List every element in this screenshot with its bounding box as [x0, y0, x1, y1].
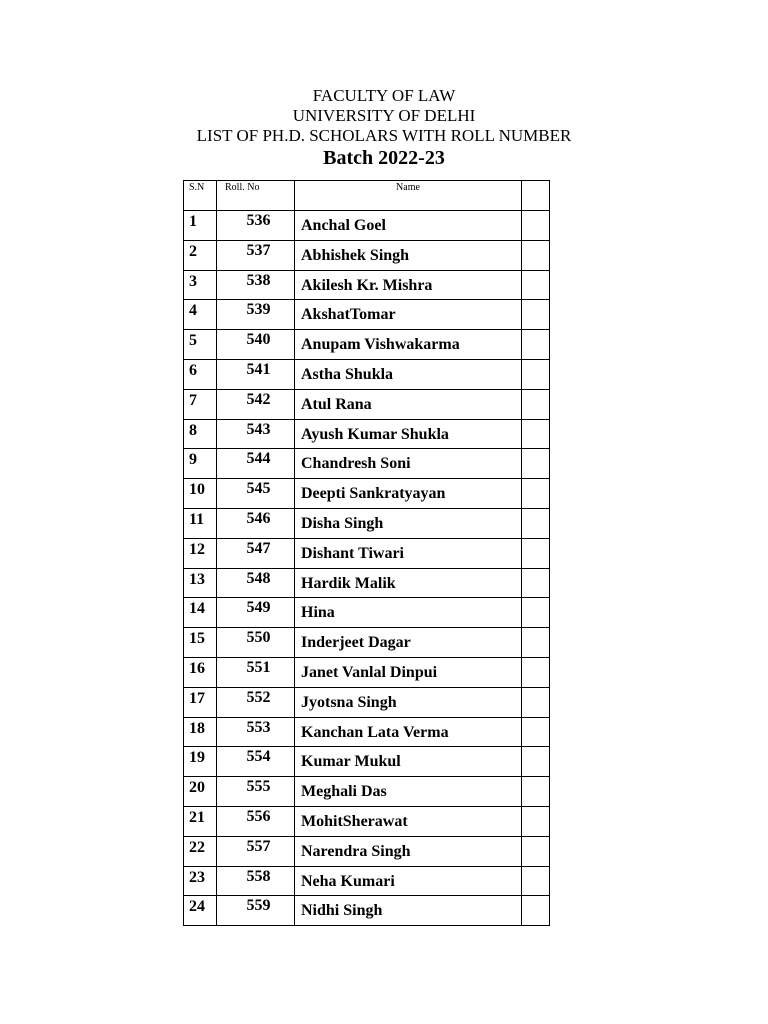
cell-blank — [522, 359, 550, 389]
cell-sn: 24 — [184, 896, 217, 926]
table-row — [184, 598, 550, 628]
cell-roll-number: 539 — [217, 300, 295, 330]
cell-roll-number: 559 — [217, 896, 295, 926]
cell-sn: 11 — [184, 508, 217, 538]
cell-blank — [522, 866, 550, 896]
cell-scholar-name: Kanchan Lata Verma — [295, 717, 522, 747]
cell-roll-number: 553 — [217, 717, 295, 747]
cell-sn: 22 — [184, 836, 217, 866]
cell-sn: 1 — [184, 211, 217, 241]
list-title: LIST OF PH.D. SCHOLARS WITH ROLL NUMBER — [196, 126, 572, 145]
cell-scholar-name: Narendra Singh — [295, 836, 522, 866]
cell-roll-number: 558 — [217, 866, 295, 896]
cell-scholar-name: Atul Rana — [295, 389, 522, 419]
cell-roll-number: 545 — [217, 479, 295, 509]
table-row — [184, 836, 550, 866]
cell-scholar-name: Ayush Kumar Shukla — [295, 419, 522, 449]
cell-roll-number: 549 — [217, 598, 295, 628]
cell-sn: 3 — [184, 270, 217, 300]
cell-roll-number: 557 — [217, 836, 295, 866]
cell-roll-number: 536 — [217, 211, 295, 241]
table-row — [184, 240, 550, 270]
cell-scholar-name: AkshatTomar — [295, 300, 522, 330]
cell-sn: 5 — [184, 330, 217, 360]
cell-blank — [522, 568, 550, 598]
column-header-name: Name — [295, 181, 522, 211]
cell-scholar-name: Astha Shukla — [295, 359, 522, 389]
cell-roll-number: 542 — [217, 389, 295, 419]
university-title: UNIVERSITY OF DELHI — [292, 106, 476, 125]
cell-blank — [522, 330, 550, 360]
cell-blank — [522, 687, 550, 717]
cell-sn: 7 — [184, 389, 217, 419]
cell-roll-number: 544 — [217, 449, 295, 479]
document-header — [0, 86, 768, 170]
table-body — [184, 211, 550, 926]
cell-sn: 9 — [184, 449, 217, 479]
cell-roll-number: 551 — [217, 657, 295, 687]
cell-blank — [522, 598, 550, 628]
table-row — [184, 300, 550, 330]
cell-scholar-name: Kumar Mukul — [295, 747, 522, 777]
cell-blank — [522, 449, 550, 479]
cell-blank — [522, 657, 550, 687]
cell-blank — [522, 479, 550, 509]
cell-blank — [522, 717, 550, 747]
cell-scholar-name: Janet Vanlal Dinpui — [295, 657, 522, 687]
cell-scholar-name: Nidhi Singh — [295, 896, 522, 926]
cell-roll-number: 548 — [217, 568, 295, 598]
cell-blank — [522, 836, 550, 866]
cell-scholar-name: Anupam Vishwakarma — [295, 330, 522, 360]
cell-blank — [522, 538, 550, 568]
cell-blank — [522, 211, 550, 241]
cell-scholar-name: Chandresh Soni — [295, 449, 522, 479]
table-row — [184, 419, 550, 449]
cell-blank — [522, 270, 550, 300]
table-row — [184, 717, 550, 747]
column-header-sn: S.N — [184, 181, 217, 211]
cell-scholar-name: Deepti Sankratyayan — [295, 479, 522, 509]
table-header-row — [184, 181, 550, 211]
cell-scholar-name: MohitSherawat — [295, 806, 522, 836]
cell-roll-number: 538 — [217, 270, 295, 300]
cell-sn: 20 — [184, 777, 217, 807]
table-row — [184, 508, 550, 538]
table-row — [184, 389, 550, 419]
batch-title: Batch 2022-23 — [323, 147, 445, 169]
cell-sn: 14 — [184, 598, 217, 628]
cell-sn: 10 — [184, 479, 217, 509]
cell-sn: 6 — [184, 359, 217, 389]
cell-roll-number: 541 — [217, 359, 295, 389]
column-header-roll: Roll. No — [217, 181, 295, 211]
cell-scholar-name: Hardik Malik — [295, 568, 522, 598]
faculty-title: FACULTY OF LAW — [312, 86, 456, 105]
cell-scholar-name: Akilesh Kr. Mishra — [295, 270, 522, 300]
cell-sn: 16 — [184, 657, 217, 687]
table-row — [184, 538, 550, 568]
table-row — [184, 479, 550, 509]
cell-blank — [522, 777, 550, 807]
cell-roll-number: 555 — [217, 777, 295, 807]
cell-sn: 19 — [184, 747, 217, 777]
cell-sn: 13 — [184, 568, 217, 598]
cell-roll-number: 550 — [217, 628, 295, 658]
table-row — [184, 449, 550, 479]
cell-scholar-name: Dishant Tiwari — [295, 538, 522, 568]
cell-blank — [522, 806, 550, 836]
cell-roll-number: 537 — [217, 240, 295, 270]
table-row — [184, 866, 550, 896]
table-row — [184, 777, 550, 807]
cell-sn: 2 — [184, 240, 217, 270]
cell-roll-number: 552 — [217, 687, 295, 717]
cell-sn: 15 — [184, 628, 217, 658]
scholars-table — [183, 180, 550, 926]
table-row — [184, 359, 550, 389]
cell-scholar-name: Jyotsna Singh — [295, 687, 522, 717]
cell-sn: 8 — [184, 419, 217, 449]
cell-roll-number: 554 — [217, 747, 295, 777]
cell-blank — [522, 389, 550, 419]
table-row — [184, 330, 550, 360]
cell-scholar-name: Disha Singh — [295, 508, 522, 538]
cell-roll-number: 543 — [217, 419, 295, 449]
cell-blank — [522, 896, 550, 926]
cell-roll-number: 546 — [217, 508, 295, 538]
table-row — [184, 270, 550, 300]
cell-sn: 4 — [184, 300, 217, 330]
table-row — [184, 687, 550, 717]
cell-roll-number: 540 — [217, 330, 295, 360]
cell-scholar-name: Hina — [295, 598, 522, 628]
cell-blank — [522, 747, 550, 777]
cell-scholar-name: Abhishek Singh — [295, 240, 522, 270]
table-row — [184, 628, 550, 658]
cell-blank — [522, 419, 550, 449]
table-row — [184, 747, 550, 777]
cell-sn: 17 — [184, 687, 217, 717]
cell-sn: 12 — [184, 538, 217, 568]
cell-blank — [522, 240, 550, 270]
cell-roll-number: 556 — [217, 806, 295, 836]
table-row — [184, 211, 550, 241]
cell-scholar-name: Neha Kumari — [295, 866, 522, 896]
cell-scholar-name: Anchal Goel — [295, 211, 522, 241]
cell-blank — [522, 628, 550, 658]
cell-scholar-name: Meghali Das — [295, 777, 522, 807]
table-row — [184, 657, 550, 687]
cell-blank — [522, 508, 550, 538]
cell-roll-number: 547 — [217, 538, 295, 568]
column-header-blank — [522, 181, 550, 211]
cell-scholar-name: Inderjeet Dagar — [295, 628, 522, 658]
table-row — [184, 806, 550, 836]
cell-sn: 23 — [184, 866, 217, 896]
table-row — [184, 896, 550, 926]
cell-sn: 21 — [184, 806, 217, 836]
table-row — [184, 568, 550, 598]
cell-blank — [522, 300, 550, 330]
cell-sn: 18 — [184, 717, 217, 747]
